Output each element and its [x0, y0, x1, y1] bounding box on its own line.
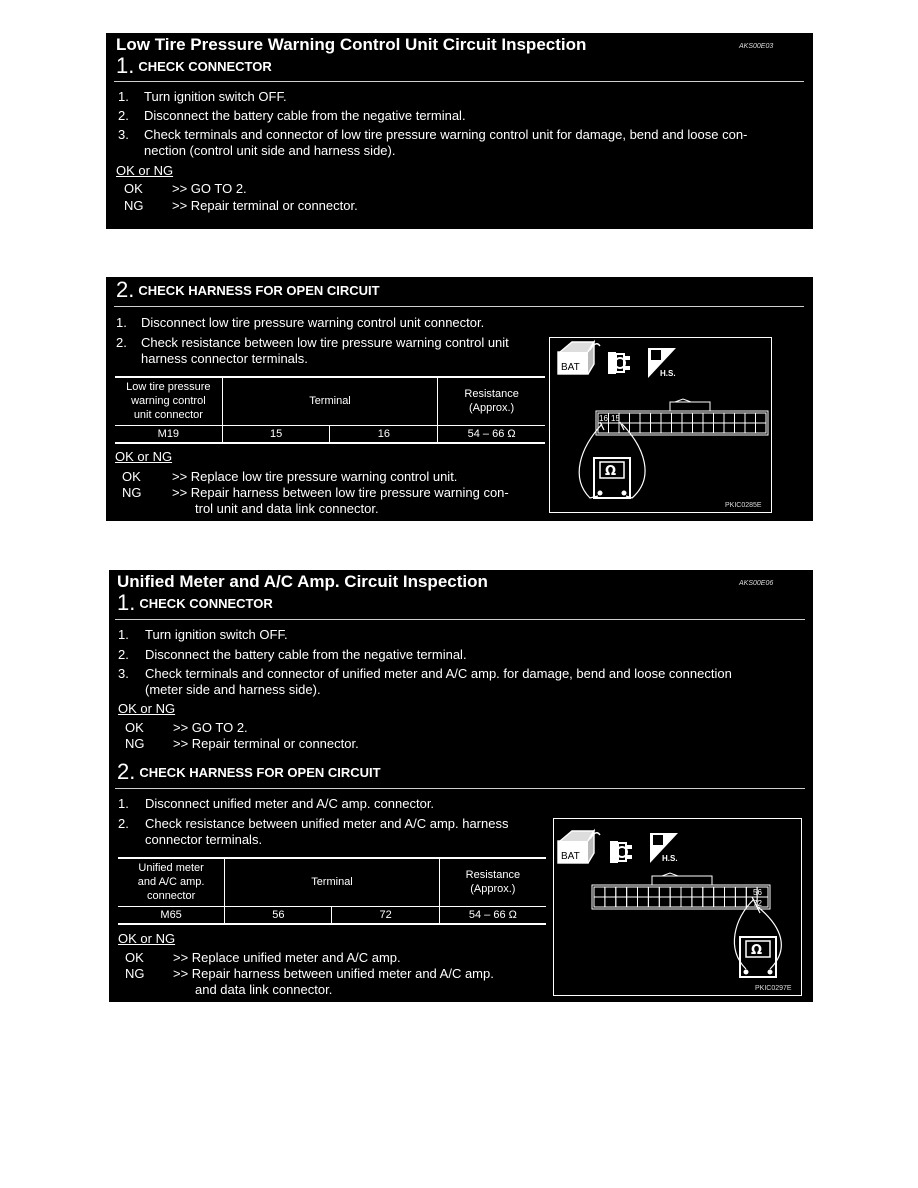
- table-header-terminal: Terminal: [222, 377, 438, 425]
- ok-or-ng-label: OK or NG: [118, 701, 176, 716]
- connector-cavity: [693, 413, 704, 423]
- connector-disconnect-icon: [610, 841, 632, 863]
- section-title: Low Tire Pressure Warning Control Unit Circuit Inspection: [116, 35, 587, 54]
- connector-cavity: [693, 423, 704, 433]
- harness-connector: [592, 873, 770, 909]
- connector-cavity: [619, 413, 630, 423]
- list-item-text-cont: connector terminals.: [145, 832, 263, 847]
- harness-side-label: H.S.: [662, 854, 678, 863]
- step-heading: [117, 591, 273, 615]
- ng-key: NG: [122, 485, 142, 500]
- connector-cavity: [661, 423, 672, 433]
- ok-or-ng-label: OK or NG: [115, 449, 173, 464]
- table-cell-resistance: 54 – 66 Ω: [438, 425, 545, 443]
- section-code: AKS00E03: [739, 43, 774, 50]
- connector-cavity: [714, 887, 725, 897]
- connector-cavity: [651, 413, 662, 423]
- connector-cavity: [735, 897, 746, 907]
- panel-control-unit-harness-check: [106, 277, 813, 521]
- table-header-connector: Low tire pressure warning control unit connector: [115, 377, 222, 425]
- connector-cavity: [627, 887, 638, 897]
- ohm-symbol: Ω: [751, 943, 763, 958]
- list-item: 2.: [118, 108, 129, 123]
- panel-control-unit-check-connector: [106, 33, 813, 229]
- ok-key: OK: [125, 720, 144, 735]
- connector-cavity: [648, 897, 659, 907]
- connector-diagram: [549, 337, 772, 513]
- connector-disconnect-icon: [608, 352, 630, 374]
- connector-cavity: [609, 423, 620, 433]
- resistance-table: [115, 376, 545, 444]
- section-title: Unified Meter and A/C Amp. Circuit Inspection: [117, 572, 488, 591]
- list-item: 3.: [118, 127, 129, 142]
- section-code: AKS00E06: [739, 580, 774, 587]
- connector-cavity: [672, 423, 683, 433]
- table-header-resistance: Resistance (Approx.): [438, 377, 545, 425]
- ng-action: >> Repair harness between low tire pressure warning con-: [172, 485, 509, 500]
- ok-action: >> GO TO 2.: [172, 181, 247, 196]
- connector-cavity: [630, 413, 641, 423]
- battery-label: BAT: [561, 362, 580, 373]
- connector-cavity: [714, 413, 725, 423]
- step-heading: [116, 278, 380, 302]
- harness-connector: [596, 399, 768, 435]
- ng-action: >> Repair terminal or connector.: [172, 198, 358, 213]
- connector-cavity: [681, 887, 692, 897]
- table-cell-terminal-2: 72: [332, 906, 439, 924]
- connector-cavity: [745, 423, 756, 433]
- list-item: 1.: [116, 315, 127, 330]
- step-number: 1.: [116, 53, 135, 78]
- pin-label-a: 16: [599, 414, 608, 423]
- list-item-text: Check resistance between low tire pressure warning control unit: [141, 335, 509, 350]
- ng-key: NG: [125, 736, 145, 751]
- connector-cavity: [659, 887, 670, 897]
- connector-cavity: [703, 423, 714, 433]
- divider: [115, 619, 805, 620]
- connector-cavity: [682, 413, 693, 423]
- ok-or-ng-label: OK or NG: [116, 163, 174, 178]
- diagram-code: PKIC0285E: [725, 502, 762, 509]
- list-item-text: Turn ignition switch OFF.: [145, 627, 288, 642]
- list-item-text-cont: harness connector terminals.: [141, 351, 308, 366]
- connector-cavity: [714, 897, 725, 907]
- connector-cavity: [724, 423, 735, 433]
- step-number: 2.: [116, 277, 135, 302]
- pin-label-a: 56: [753, 888, 762, 897]
- ok-action: >> Replace unified meter and A/C amp.: [173, 950, 401, 965]
- connector-cavity: [638, 887, 649, 897]
- connector-cavity: [630, 423, 641, 433]
- list-item: 2.: [118, 816, 129, 831]
- connector-diagram-drawing: [554, 819, 801, 995]
- table-header-connector: Unified meter and A/C amp. connector: [118, 858, 225, 906]
- list-item-text: Check resistance between unified meter and A/C amp. harness: [145, 816, 509, 831]
- step-number: 2.: [117, 759, 136, 784]
- table-cell-terminal-2: 16: [330, 425, 438, 443]
- ok-action: >> GO TO 2.: [173, 720, 248, 735]
- table-row: [118, 906, 546, 924]
- list-item-text: Disconnect unified meter and A/C amp. connector.: [145, 796, 435, 811]
- divider: [114, 81, 804, 82]
- step-label: CHECK HARNESS FOR OPEN CIRCUIT: [138, 282, 380, 298]
- step-label: CHECK CONNECTOR: [139, 595, 273, 611]
- table-header-terminal: Terminal: [225, 858, 440, 906]
- connector-cavity: [756, 423, 767, 433]
- list-item: 2.: [118, 647, 129, 662]
- connector-cavity: [661, 413, 672, 423]
- harness-side-label: H.S.: [660, 369, 676, 378]
- table-header-resistance: Resistance (Approx.): [439, 858, 546, 906]
- connector-cavity: [659, 897, 670, 907]
- connector-cavity: [725, 887, 736, 897]
- connector-cavity: [627, 897, 638, 907]
- connector-cavity: [605, 897, 616, 907]
- connector-cavity: [640, 413, 651, 423]
- diagram-code: PKIC0297E: [755, 985, 792, 992]
- pin-label-b: 72: [753, 899, 762, 908]
- step-label: CHECK HARNESS FOR OPEN CIRCUIT: [139, 764, 381, 780]
- connector-cavity: [724, 413, 735, 423]
- connector-cavity: [640, 423, 651, 433]
- ng-action-cont: trol unit and data link connector.: [195, 501, 379, 516]
- list-item: 1.: [118, 796, 129, 811]
- list-item-text-cont: (meter side and harness side).: [145, 682, 321, 697]
- connector-cavity: [605, 887, 616, 897]
- connector-cavity: [692, 897, 703, 907]
- step-label: CHECK CONNECTOR: [138, 58, 272, 74]
- connector-cavity: [703, 897, 714, 907]
- list-item-text: Disconnect the battery cable from the negative terminal.: [145, 647, 467, 662]
- connector-cavity: [638, 897, 649, 907]
- connector-cavity: [703, 887, 714, 897]
- connector-cavity: [616, 887, 627, 897]
- ohm-symbol: Ω: [605, 464, 617, 479]
- list-item: 3.: [118, 666, 129, 681]
- list-item-text: Turn ignition switch OFF.: [144, 89, 287, 104]
- list-item-text: Check terminals and connector of unified meter and A/C amp. for damage, bend and loose connection: [145, 666, 732, 681]
- pin-label-b: 15: [611, 414, 620, 423]
- ok-key: OK: [122, 469, 141, 484]
- list-item: 1.: [118, 627, 129, 642]
- connector-cavity: [594, 887, 605, 897]
- ng-action: >> Repair terminal or connector.: [173, 736, 359, 751]
- resistance-table: [118, 857, 546, 925]
- connector-cavity: [756, 413, 767, 423]
- connector-diagram-drawing: [550, 338, 771, 512]
- list-item-text-cont: nection (control unit side and harness side).: [144, 143, 396, 158]
- connector-cavity: [703, 413, 714, 423]
- list-item: 2.: [116, 335, 127, 350]
- ok-key: OK: [124, 181, 143, 196]
- divider: [115, 788, 805, 789]
- connector-cavity: [692, 887, 703, 897]
- table-cell-terminal-1: 56: [225, 906, 332, 924]
- connector-cavity: [670, 887, 681, 897]
- connector-cavity: [735, 413, 746, 423]
- table-cell-connector: M65: [118, 906, 225, 924]
- panel-unified-meter-inspection: [109, 570, 813, 1002]
- step-number: 1.: [117, 590, 136, 615]
- table-cell-terminal-1: 15: [222, 425, 330, 443]
- ok-action: >> Replace low tire pressure warning control unit.: [172, 469, 458, 484]
- connector-cavity: [648, 887, 659, 897]
- ok-or-ng-label: OK or NG: [118, 931, 176, 946]
- list-item-text: Disconnect the battery cable from the negative terminal.: [144, 108, 466, 123]
- ng-action-cont: and data link connector.: [195, 982, 333, 997]
- connector-cavity: [681, 897, 692, 907]
- ok-key: OK: [125, 950, 144, 965]
- connector-cavity: [616, 897, 627, 907]
- connector-cavity: [725, 897, 736, 907]
- divider: [114, 306, 804, 307]
- connector-cavity: [672, 413, 683, 423]
- test-probes: [734, 897, 781, 969]
- ng-action: >> Repair harness between unified meter and A/C amp.: [173, 966, 494, 981]
- battery-label: BAT: [561, 851, 580, 862]
- list-item: 1.: [118, 89, 129, 104]
- table-row: [115, 425, 545, 443]
- table-cell-resistance: 54 – 66 Ω: [439, 906, 546, 924]
- connector-cavity: [651, 423, 662, 433]
- connector-cavity: [735, 423, 746, 433]
- connector-cavity: [745, 413, 756, 423]
- ng-key: NG: [124, 198, 144, 213]
- table-cell-connector: M19: [115, 425, 222, 443]
- list-item-text: Disconnect low tire pressure warning control unit connector.: [141, 315, 485, 330]
- ng-key: NG: [125, 966, 145, 981]
- connector-cavity: [682, 423, 693, 433]
- connector-cavity: [735, 887, 746, 897]
- step-heading: [116, 54, 272, 78]
- connector-diagram: [553, 818, 802, 996]
- list-item-text: Check terminals and connector of low tire pressure warning control unit for damage, bend and loose con-: [144, 127, 748, 142]
- connector-cavity: [594, 897, 605, 907]
- step-heading: [117, 760, 381, 784]
- connector-cavity: [714, 423, 725, 433]
- connector-cavity: [670, 897, 681, 907]
